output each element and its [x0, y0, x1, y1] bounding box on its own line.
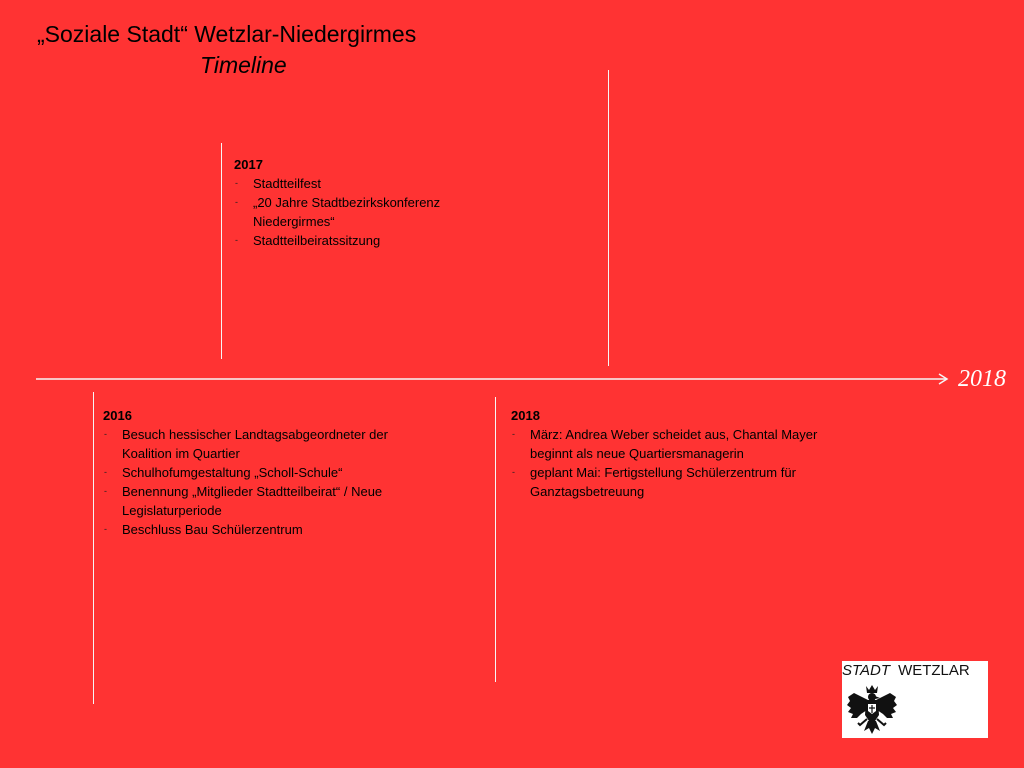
list-item: - Beschluss Bau Schülerzentrum: [103, 520, 423, 539]
event-block-2018: [511, 406, 851, 501]
connector-2016: [93, 392, 94, 704]
event-list: [511, 425, 851, 501]
stadt-wetzlar-logo: [842, 661, 988, 738]
event-year: 2018: [511, 408, 540, 423]
list-item: - Benennung „Mitglieder Stadtteilbeirat“ / Neue Legislaturperiode: [103, 482, 423, 520]
list-item: - Stadtteilfest: [234, 174, 484, 193]
page-subtitle: Timeline: [200, 52, 287, 78]
logo-word-wetzlar: WETZLAR: [898, 662, 970, 679]
list-item: - März: Andrea Weber scheidet aus, Chantal Mayer beginnt als neue Quartiersmanagerin: [511, 425, 851, 463]
connector-2017: [221, 143, 222, 359]
logo-text: [842, 662, 970, 680]
event-year: 2016: [103, 408, 132, 423]
connector-2018: [495, 397, 496, 682]
event-block-2016: [103, 406, 423, 539]
eagle-crest-icon: [846, 683, 898, 737]
timeline-axis: [0, 370, 960, 390]
logo-word-stadt: STADT: [842, 662, 891, 679]
timeline-end-label: 2018: [958, 366, 1006, 392]
list-item: - „20 Jahre Stadtbezirkskonferenz Niedergirmes“: [234, 193, 484, 231]
event-list: [234, 174, 484, 250]
page-title: „Soziale Stadt“ Wetzlar-Niedergirmes: [37, 21, 417, 47]
list-item: - Stadtteilbeiratssitzung: [234, 231, 484, 250]
list-item: - Schulhofumgestaltung „Scholl-Schule“: [103, 463, 423, 482]
event-block-2017: [234, 155, 484, 250]
list-item: - geplant Mai: Fertigstellung Schülerzentrum für Ganztagsbetreuung: [511, 463, 851, 501]
connector-upper-right: [608, 70, 609, 366]
event-list: [103, 425, 423, 539]
event-year: 2017: [234, 157, 263, 172]
list-item: - Besuch hessischer Landtagsabgeordneter der Koalition im Quartier: [103, 425, 423, 463]
